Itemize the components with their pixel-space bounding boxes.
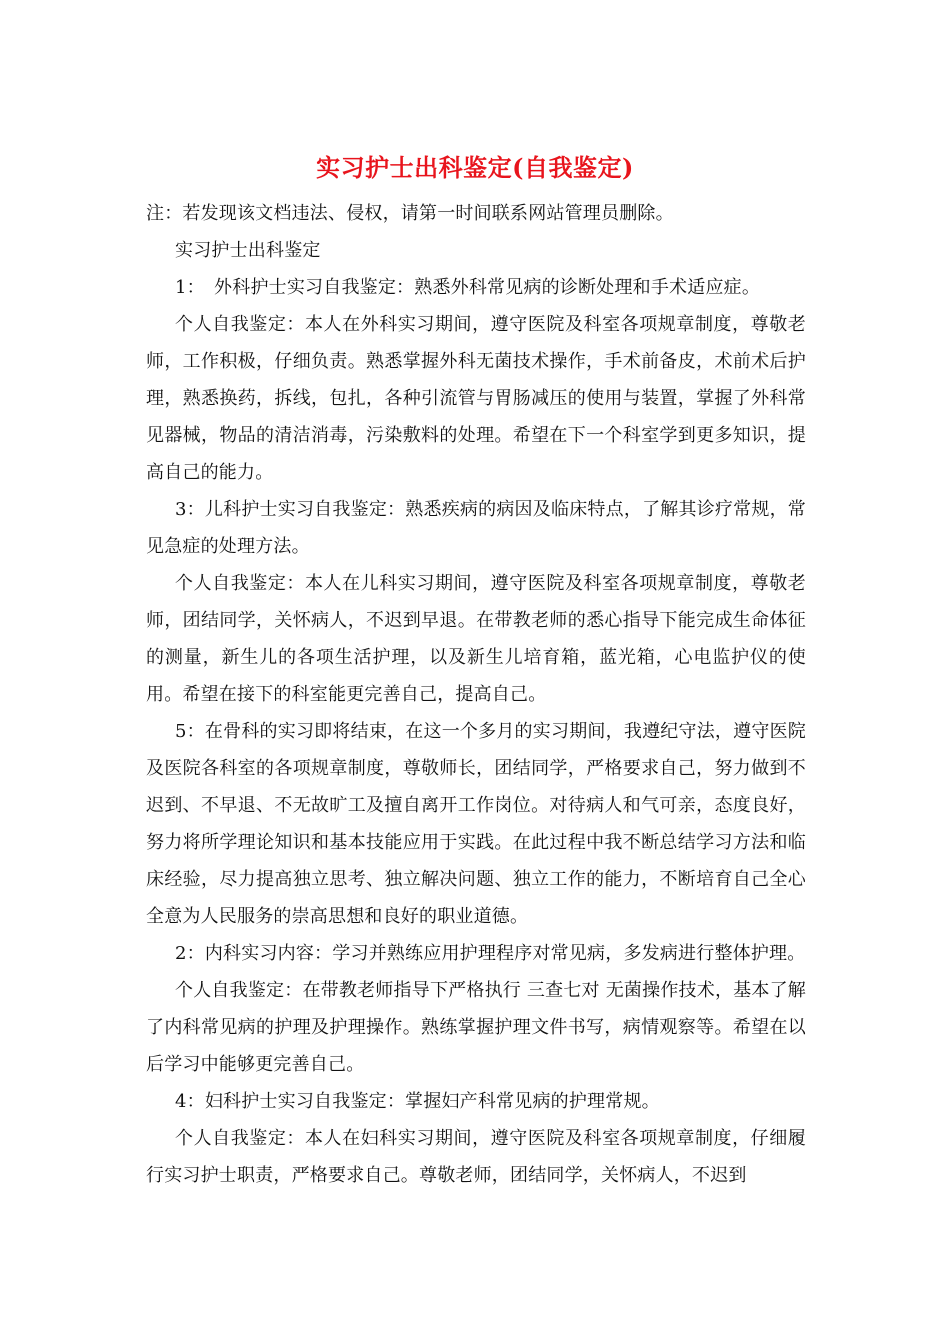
document-body [146,195,806,1194]
paragraph-internal-medicine-goal: 2：内科实习内容：学习并熟练应用护理程序对常见病，多发病进行整体护理。 [175,943,806,964]
paragraph-surgery-goal: 1： 外科护士实习自我鉴定：熟悉外科常见病的诊断处理和手术适应症。 [175,277,761,298]
paragraph-surgery-self-evaluation: 个人自我鉴定：本人在外科实习期间，遵守医院及科室各项规章制度，尊敬老师，工作积极，仔细负责。熟悉掌握外科无菌技术操作，手术前备皮，术前术后护理，熟悉换药，拆线，包扎，各种引流管与胃肠减压的使用与装置，掌握了外科常见器械，物品的清洁消毒，污染敷料的处理。希望在下一个科室学到更多知识，提高自己的能力。 [146,314,806,483]
paragraph-internal-medicine-self-evaluation: 个人自我鉴定：在带教老师指导下严格执行 三查七对 无菌操作技术，基本了解了内科常见病的护理及护理操作。熟练掌握护理文件书写，病情观察等。希望在以后学习中能够更完善自己。 [146,980,806,1075]
paragraph-pediatrics-goal: 3：儿科护士实习自我鉴定：熟悉疾病的病因及临床特点，了解其诊疗常规，常见急症的处理方法。 [146,499,806,557]
paragraph-gynecology-self-evaluation: 个人自我鉴定：本人在妇科实习期间，遵守医院及科室各项规章制度，仔细履行实习护士职责，严格要求自己。尊敬老师，团结同学，关怀病人，不迟到 [146,1128,806,1186]
subtitle-line: 实习护士出科鉴定 [175,240,321,261]
notice-line: 注：若发现该文档违法、侵权，请第一时间联系网站管理员删除。 [146,203,674,224]
paragraph-gynecology-goal: 4：妇科护士实习自我鉴定：掌握妇产科常见病的护理常规。 [175,1091,660,1112]
paragraph-orthopedics: 5：在骨科的实习即将结束，在这一个多月的实习期间，我遵纪守法，遵守医院及医院各科室的各项规章制度，尊敬师长，团结同学，严格要求自己，努力做到不迟到、不早退、不无故旷工及擅自离开工作岗位。对待病人和气可亲，态度良好，努力将所学理论知识和基本技能应用于实践。在此过程中我不断总结学习方法和临床经验，尽力提高独立思考、独立解决问题、独立工作的能力，不断培育自己全心全意为人民服务的崇高思想和良好的职业道德。 [146,721,806,927]
paragraph-pediatrics-self-evaluation: 个人自我鉴定：本人在儿科实习期间，遵守医院及科室各项规章制度，尊敬老师，团结同学，关怀病人，不迟到早退。在带教老师的悉心指导下能完成生命体征的测量，新生儿的各项生活护理，以及新生儿培育箱，蓝光箱，心电监护仪的使用。希望在接下的科室能更完善自己，提高自己。 [146,573,806,705]
document-title: 实习护士出科鉴定(自我鉴定) [316,153,634,182]
